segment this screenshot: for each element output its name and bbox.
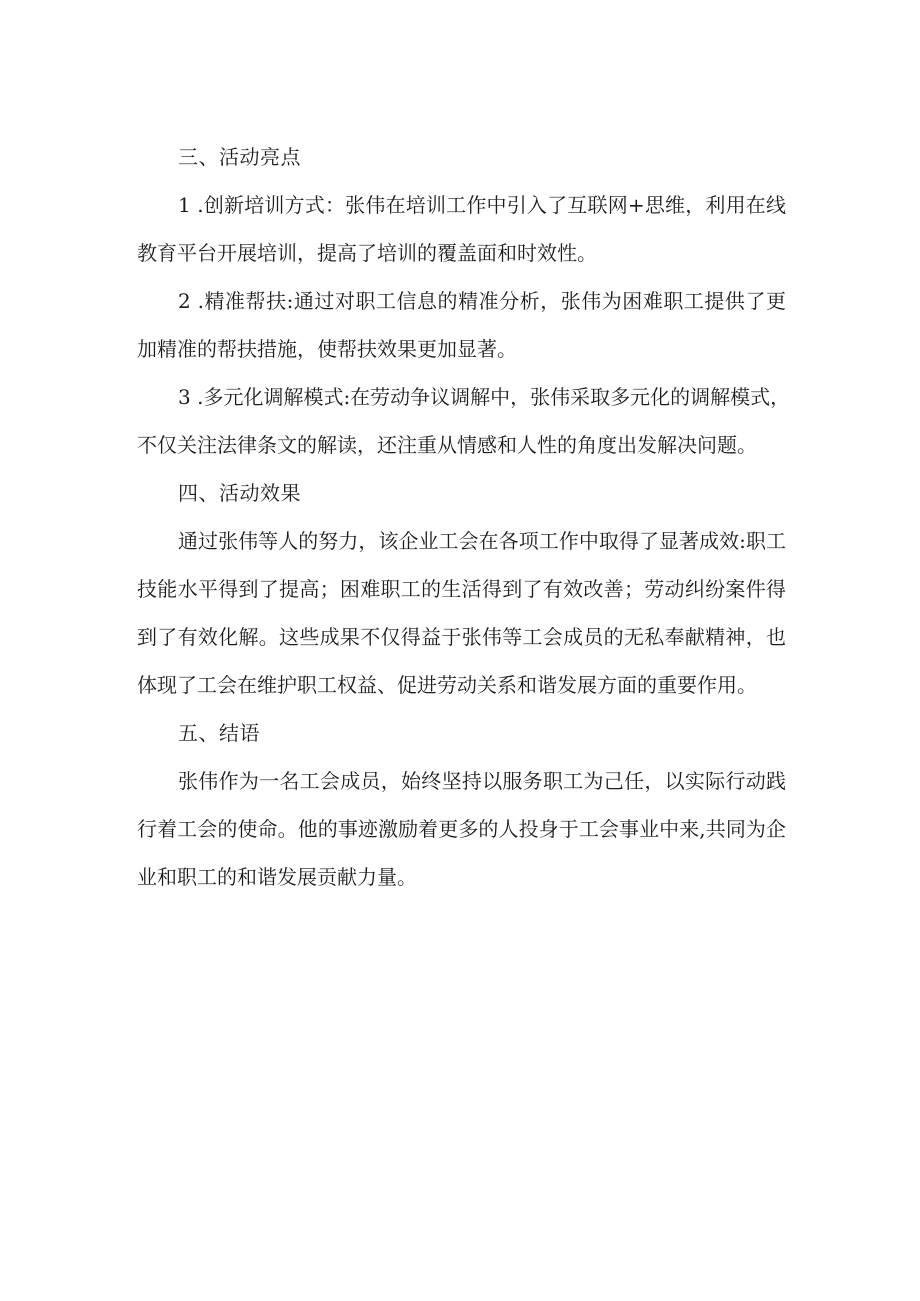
paragraph-line: 体现了工会在维护职工权益、促进劳动关系和谐发展方面的重要作用。	[137, 673, 757, 697]
paragraph-line: 技能水平得到了提高；困难职工的生活得到了有效改善；劳动纠纷案件得	[137, 577, 786, 601]
paragraph-line: 业和职工的和谐发展贡献力量。	[137, 865, 417, 889]
paragraph-line: 加精准的帮扶措施，使帮扶效果更加显著。	[137, 337, 517, 361]
paragraph-line: 通过张伟等人的努力，该企业工会在各项工作中取得了显著成效:职工	[178, 529, 786, 553]
paragraph-line: 3 .多元化调解模式:在劳动争议调解中，张伟采取多元化的调解模式，	[178, 385, 791, 409]
section-heading: 三、活动亮点	[178, 145, 301, 169]
paragraph-line: 到了有效化解。这些成果不仅得益于张伟等工会成员的无私奉献精神，也	[137, 625, 786, 649]
paragraph	[137, 277, 786, 373]
paragraph-line: 教育平台开展培训，提高了培训的覆盖面和时效性。	[137, 241, 597, 265]
section-heading: 四、活动效果	[178, 481, 301, 505]
paragraph	[137, 373, 791, 469]
paragraph-line: 行着工会的使命。他的事迹激励着更多的人投身于工会事业中来,共同为企	[137, 817, 786, 841]
paragraph	[137, 181, 786, 277]
paragraph-line: 2 .精准帮扶:通过对职工信息的精准分析，张伟为困难职工提供了更	[178, 289, 786, 313]
paragraph-line: 1 .创新培训方式：张伟在培训工作中引入了互联网+思维，利用在线	[178, 193, 786, 217]
section-heading: 五、结语	[178, 721, 260, 745]
paragraph-line: 不仅关注法律条文的解读，还注重从情感和人性的角度出发解决问题。	[137, 433, 757, 457]
document-body	[137, 133, 791, 901]
paragraph	[137, 517, 786, 709]
paragraph	[137, 757, 786, 901]
paragraph-line: 张伟作为一名工会成员，始终坚持以服务职工为己任，以实际行动践	[178, 769, 786, 793]
